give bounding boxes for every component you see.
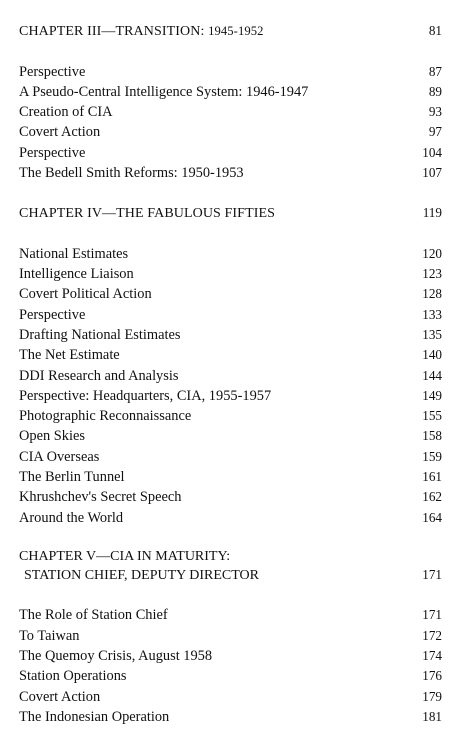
chapter-years: 1945-1952 [208, 24, 264, 38]
entry-title: Perspective [19, 64, 86, 80]
toc-entry [19, 306, 442, 324]
entry-page: 162 [422, 489, 442, 504]
chapter-page: 171 [422, 567, 442, 582]
entry-page: 123 [422, 266, 442, 281]
chapter-page: 119 [422, 205, 442, 220]
toc-entry [19, 245, 442, 263]
toc-entry [19, 367, 442, 385]
entry-title: Khrushchev's Secret Speech [19, 489, 182, 505]
entry-page: 120 [422, 246, 442, 261]
entry-title: Perspective: Headquarters, CIA, 1955-1957 [19, 388, 272, 404]
toc-entry [19, 647, 442, 665]
toc-entry [19, 326, 442, 344]
entry-page: 135 [422, 327, 442, 342]
entry-page: 149 [422, 388, 442, 403]
toc-entry [19, 285, 442, 303]
chapter-heading [19, 548, 442, 585]
entry-title: The Net Estimate [19, 347, 120, 363]
entry-page: 172 [422, 628, 442, 643]
entry-title: To Taiwan [19, 628, 80, 644]
entry-page: 140 [422, 347, 442, 362]
toc-entry [19, 627, 442, 645]
toc-entry [19, 387, 442, 405]
entry-title: The Indonesian Operation [19, 709, 170, 725]
toc-entry [19, 667, 442, 685]
toc-entry [19, 164, 442, 182]
entry-page: 97 [428, 124, 442, 139]
chapter-heading [19, 204, 442, 223]
toc-entry [19, 407, 442, 425]
entry-title: The Quemoy Crisis, August 1958 [19, 648, 213, 664]
entry-page: 174 [422, 648, 442, 663]
toc-entry [19, 488, 442, 506]
chapter-page: 81 [428, 23, 442, 38]
entry-title: Covert Action [19, 689, 101, 705]
toc-entry [19, 144, 442, 162]
toc-entry [19, 103, 442, 121]
entry-page: 164 [422, 510, 442, 525]
entry-title: Covert Action [19, 124, 101, 140]
entry-title: The Bedell Smith Reforms: 1950-1953 [19, 165, 244, 181]
toc-entry [19, 468, 442, 486]
entry-page: 89 [428, 84, 442, 99]
entry-page: 93 [428, 104, 442, 119]
toc-entry [19, 123, 442, 141]
toc-entry [19, 688, 442, 706]
entry-title: Open Skies [19, 428, 85, 444]
entry-page: 171 [422, 607, 442, 622]
entry-title: CIA Overseas [19, 449, 100, 465]
entry-title: DDI Research and Analysis [19, 368, 179, 384]
entry-title: Intelligence Liaison [19, 266, 134, 282]
entry-page: 155 [422, 408, 442, 423]
entry-page: 128 [422, 286, 442, 301]
chapter-heading [19, 22, 442, 41]
toc-entry [19, 265, 442, 283]
entry-page: 179 [422, 689, 442, 704]
toc-entry [19, 63, 442, 81]
entry-title: The Role of Station Chief [19, 607, 168, 623]
entry-title: Perspective [19, 145, 86, 161]
entry-title: A Pseudo-Central Intelligence System: 1946-1947 [19, 84, 309, 100]
toc-entry [19, 708, 442, 726]
entry-title: Creation of CIA [19, 104, 113, 120]
entry-title: Station Operations [19, 668, 127, 684]
entry-title: Drafting National Estimates [19, 327, 181, 343]
toc-entry [19, 346, 442, 364]
chapter-title-line1: CHAPTER V—CIA IN MATURITY: [19, 549, 231, 564]
entry-page: 176 [422, 668, 442, 683]
chapter-title-line2: STATION CHIEF, DEPUTY DIRECTOR [24, 568, 259, 583]
entry-page: 158 [422, 428, 442, 443]
toc-entry [19, 606, 442, 624]
toc-entry [19, 427, 442, 445]
entry-page: 104 [422, 145, 442, 160]
entry-title: Perspective [19, 307, 86, 323]
entry-page: 87 [428, 64, 442, 79]
entry-page: 181 [422, 709, 442, 724]
chapter-title: CHAPTER III—TRANSITION: [19, 24, 205, 39]
chapter-title: CHAPTER IV—THE FABULOUS FIFTIES [19, 206, 276, 221]
entry-page: 144 [422, 368, 442, 383]
toc-entry [19, 509, 442, 527]
toc-entry [19, 83, 442, 101]
entry-title: Covert Political Action [19, 286, 152, 302]
entry-title: Photographic Reconnaissance [19, 408, 192, 424]
entry-title: The Berlin Tunnel [19, 469, 125, 485]
entry-page: 161 [422, 469, 442, 484]
toc-entry [19, 448, 442, 466]
entry-page: 107 [422, 165, 442, 180]
entry-title: Around the World [19, 510, 124, 526]
entry-title: National Estimates [19, 246, 129, 262]
entry-page: 159 [422, 449, 442, 464]
entry-page: 133 [422, 307, 442, 322]
